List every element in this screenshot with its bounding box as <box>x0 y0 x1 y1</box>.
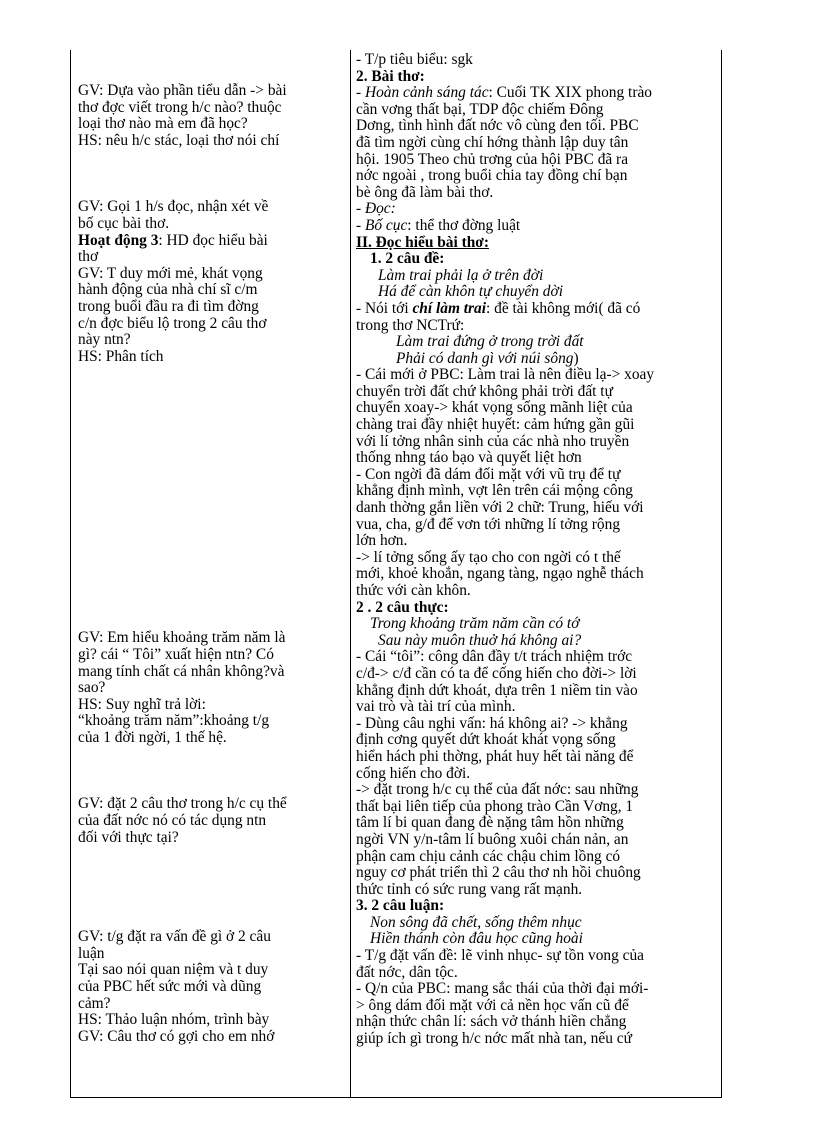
text-line: Dơng, tình hình đất nớc vô cùng đen tối. PBC <box>356 117 639 135</box>
text-line: danh thờng gắn liền với 2 chữ: Trung, hiếu với <box>356 499 644 517</box>
section-heading: 2. Bài thơ: <box>356 67 425 85</box>
text-line: GV: đặt 2 câu thơ trong h/c cụ thể <box>78 795 287 813</box>
text-line: HS: Thảo luận nhóm, trình bày <box>78 1011 270 1029</box>
text-line: > ông dám đối mặt với cả nền học vấn cũ để <box>356 996 629 1014</box>
text-line: c/đ-> c/đ cần có ta để cống hiến cho đời-> lời <box>356 664 637 682</box>
text-line: hội. 1905 Theo chủ trơng của hội PBC đã ra <box>356 150 629 168</box>
text-line: GV: Câu thơ có gợi cho em nhớ <box>78 1027 275 1045</box>
text-line: c/n đợc biểu lộ trong 2 câu thơ <box>78 314 267 332</box>
text-line: đất nớc, dân tộc. <box>356 963 458 981</box>
text-line: nguy cơ phát triển thì 2 câu thơ nh hồi chuông <box>356 864 641 882</box>
text-line: này ntn? <box>78 331 131 349</box>
structure-line: - Bố cục: thể thơ đờng luật <box>356 216 521 234</box>
text-line: - Cái mới ở PBC: Làm trai là nên điều lạ-> xoay <box>356 366 655 384</box>
structure-text: : thể thơ đờng luật <box>407 216 521 234</box>
text-line: GV: T duy mới mẻ, khát vọng <box>78 264 263 282</box>
text-line: bố cục bài thơ. <box>78 214 170 232</box>
text-line: - T/p tiêu biểu: sgk <box>356 51 473 68</box>
text-line: GV: t/g đặt ra vấn đề gì ở 2 câu <box>78 928 271 946</box>
context-line: - Hoàn cảnh sáng tác: Cuối TK XIX phong trào <box>356 84 652 102</box>
text-line: chuyển trời đất chứ không phải trời đất tự <box>356 382 613 400</box>
text-line: sao? <box>78 679 106 697</box>
context-text: : Cuối TK XIX phong trào <box>488 84 652 102</box>
text-line: thống nhng táo bạo và quyết liệt hơn <box>356 449 582 467</box>
text-line: thức tỉnh có sức rung vang rất mạnh. <box>356 880 583 898</box>
poem-text: Phải có danh gì với núi sông <box>396 349 574 367</box>
left-block-context <box>78 83 350 149</box>
table-border-left <box>70 50 71 1098</box>
table-border-right <box>721 50 722 1098</box>
text-line: thơ <box>78 248 99 266</box>
poem-close: ) <box>573 349 579 367</box>
poem-line: Hiền thánh còn đâu học cũng hoài <box>370 930 583 948</box>
lesson-table <box>70 50 722 1098</box>
text-line: ngời VN y/n-tâm lí buông xuôi chán nản, an <box>356 830 629 848</box>
text-fragment: - Nói tới <box>356 299 413 317</box>
structure-label: Bố cục <box>364 216 408 234</box>
context-label: Hoàn cảnh sáng tác <box>364 84 489 102</box>
poem-line: Há để càn khôn tự chuyển dời <box>378 283 563 301</box>
text-line: hành động của nhà chí sĩ c/m <box>78 281 258 299</box>
text-line: GV: Gọi 1 h/s đọc, nhận xét về <box>78 198 269 216</box>
reading-line: - Đọc: <box>356 200 396 218</box>
text-line: HS: Suy nghĩ trả lời: <box>78 695 206 713</box>
text-line: nớc ngoài , trong buổi chia tay đồng chí bạn <box>356 167 628 185</box>
text-line: GV: Dựa vào phần tiểu dẫn -> bài <box>78 82 287 99</box>
text-line: bè ông đã làm bài thơ. <box>356 183 494 201</box>
text-line: HS: nêu h/c stác, loại thơ nói chí <box>78 131 280 149</box>
text-line: -> lí tởng sống ấy tạo cho con ngời có t thế <box>356 548 621 566</box>
text-line: cống hiến cho đời. <box>356 764 471 782</box>
activity-label: Hoạt động 3 <box>78 231 159 249</box>
text-line: giúp ích gì trong h/c nớc mất nhà tan, nếu cứ <box>356 1030 632 1048</box>
text-line: - Con ngời đã dám đối mặt với vũ trụ để tự <box>356 465 621 483</box>
text-line: -> đặt trong h/c cụ thể của đất nớc: sau những <box>356 781 639 799</box>
poem-line <box>356 351 720 368</box>
text-line: cảm? <box>78 994 111 1012</box>
text-line: - Dùng câu nghi vấn: há không ai? -> khẳng <box>356 714 628 732</box>
text-line: khẳng định mình, vợt lên trên cái mộng công <box>356 482 633 500</box>
text-fragment: : đề tài không mới( đã có <box>486 299 641 317</box>
text-line: chuyển xoay-> khát vọng sống mãnh liệt của <box>356 399 633 417</box>
text-line: Tại sao nói quan niệm và t duy <box>78 961 269 979</box>
text-line: trong buổi đầu ra đi tìm đờng <box>78 297 259 315</box>
text-line: thơ đợc viết trong h/c nào? thuộc <box>78 98 282 116</box>
subsection-heading: 1. 2 câu đề: <box>370 250 445 268</box>
text-line: - T/g đặt vấn đề: lẽ vinh nhục- sự tồn vong của <box>356 947 645 965</box>
text-line: với lí tởng nhân sinh của các nhà nho truyền <box>356 432 630 450</box>
text-line: đối với thực tại? <box>78 828 179 846</box>
poem-line: Trong khoảng trăm năm cần có tớ <box>370 615 580 633</box>
left-block-hundred-years <box>78 630 350 746</box>
activity-heading <box>78 233 350 250</box>
text-line: của PBC hết sức mới và dũng <box>78 978 262 996</box>
left-block-structure <box>78 199 350 365</box>
text-line: mới, khoẻ khoắn, ngang tàng, ngạo nghễ thách <box>356 565 644 583</box>
text-line: hiển hách phi thờng, phát huy hết tài năng để <box>356 747 634 765</box>
text-line: đã tìm ngời cùng chí hớng thành lập duy tân <box>356 133 629 151</box>
text-line: trong thơ NCTrứ: <box>356 316 465 334</box>
text-line: chàng trai đầy nhiệt huyết: cảm hứng gần gũi <box>356 416 635 434</box>
text-line: cần vơng thất bại, TDP độc chiếm Đông <box>356 100 604 118</box>
text-line: luận <box>78 944 105 962</box>
left-block-context-effect <box>78 796 350 846</box>
text-line: vua, cha, g/đ để vơn tới những lí tởng rộng <box>356 515 621 533</box>
text-line: “khoảng trăm năm”:khoảng t/g <box>78 712 270 730</box>
subsection-heading: 2 . 2 câu thực: <box>356 598 449 616</box>
left-block-argument <box>78 929 350 1045</box>
poem-line: Làm trai đứng ở trong trời đất <box>396 333 584 351</box>
text-line: gì? cái “ Tôi” xuất hiện ntn? Có <box>78 645 274 663</box>
section-heading: II. Đọc hiểu bài thơ: <box>356 233 489 251</box>
content-column <box>356 50 720 1048</box>
text-line: phận cam chịu cảnh các chậu chim lồng có <box>356 847 621 865</box>
teacher-student-column <box>78 50 350 1045</box>
text-line <box>356 301 720 318</box>
text-line: - Cái “tôi”: công dân đầy t/t trách nhiệm trớc <box>356 648 633 666</box>
table-border-bottom <box>70 1097 722 1098</box>
text-line: thất bại liên tiếp của phong trào Cần Vơng, 1 <box>356 797 634 815</box>
text-line: khẳng định dứt khoát, dựa trên 1 niềm tin vào <box>356 681 638 699</box>
poem-line: Làm trai phải lạ ở trên đời <box>378 266 544 284</box>
text-line: nhận thức chân lí: sách vở thánh hiền chẳng <box>356 1013 627 1031</box>
reading-label: Đọc: <box>364 200 396 218</box>
poem-line: Non sông đã chết, sống thêm nhục <box>370 913 582 931</box>
table-column-divider <box>350 50 351 1098</box>
text-line: tâm lí bi quan đang đè nặng tâm hồn những <box>356 814 624 832</box>
text-line: - Q/n của PBC: mang sắc thái của thời đại mới- <box>356 980 649 998</box>
activity-text: : HD đọc hiểu bài <box>158 231 268 249</box>
subsection-heading: 3. 2 câu luận: <box>356 897 445 915</box>
text-line: lớn hơn. <box>356 532 408 550</box>
text-line: của đất nớc nó có tác dụng ntn <box>78 812 267 830</box>
text-line: vai trò và tài trí của mình. <box>356 698 516 716</box>
emphasis: chí làm trai <box>412 299 486 317</box>
text-line: của 1 đời ngời, 1 thế hệ. <box>78 728 227 746</box>
text-line: GV: Em hiểu khoảng trăm năm là <box>78 629 286 647</box>
text-line: thức với càn khôn. <box>356 582 471 599</box>
text-line: định cơng quyết dứt khoát khát vọng sống <box>356 731 616 749</box>
poem-line: Sau này muôn thuở há không ai? <box>378 631 582 649</box>
text-line: loại thơ nào mà em đã học? <box>78 115 248 133</box>
text-line: mang tính chất cá nhân không?và <box>78 662 285 680</box>
text-line: HS: Phân tích <box>78 347 164 365</box>
